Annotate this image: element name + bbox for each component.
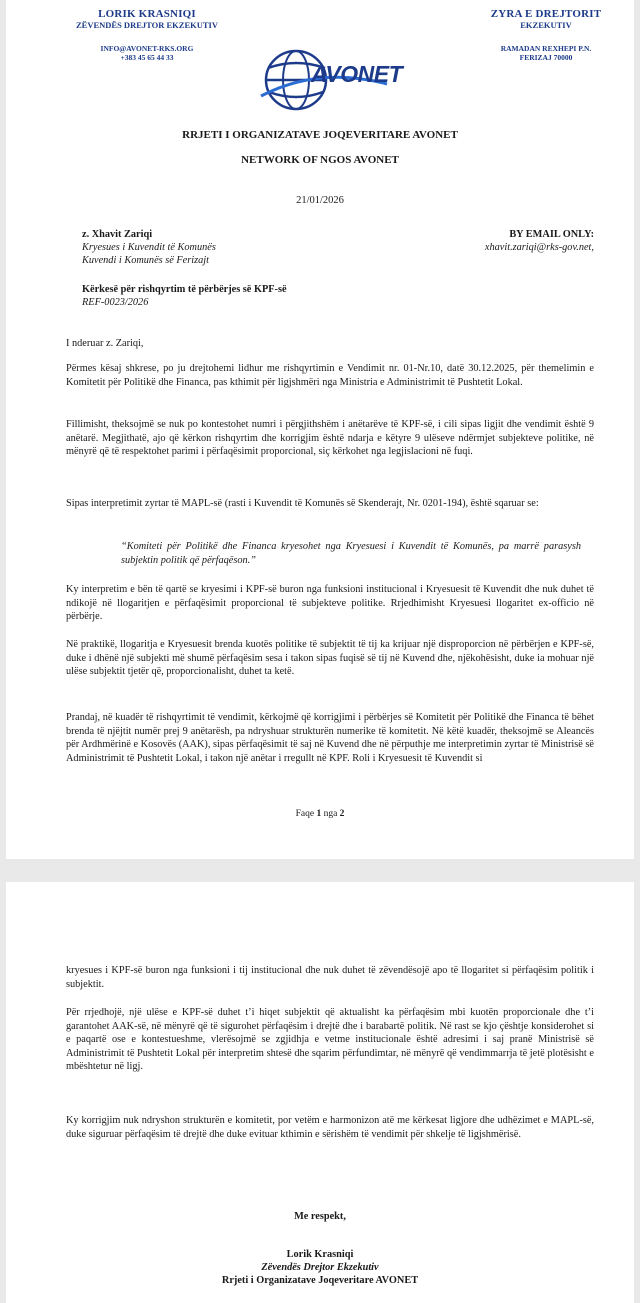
header-right-block	[466, 8, 626, 62]
recipient-line1: Kryesues i Kuvendit të Komunës	[82, 242, 216, 253]
logo-text: AVONET	[311, 61, 403, 87]
paragraph: Në praktikë, llogaritja e Kryesuesit brenda kuotës politike të subjektit të tij ka krijuar një disproporcion në përbërjen e KPF-së, duke i dhënë një subjekti më shumë përfaqësim sesa i takon sipas fuqisë së tij në Kuvend dhe, njëkohësisht, duke ia mohuar një ulëse subjektit tjetër që, proporcionalisht, duhet ta ketë.	[66, 639, 594, 678]
header-left-block	[72, 8, 222, 62]
salutation: I nderuar z. Zariqi,	[66, 338, 144, 349]
sender-phone: +383 45 65 44 33	[120, 53, 174, 62]
letter-page-2	[6, 882, 634, 1303]
org-title-albanian: RRJETI I ORGANIZATAVE JOQEVERITARE AVONET	[182, 129, 458, 141]
office-address-line2: FERIZAJ 70000	[519, 53, 573, 62]
letter-page-1	[6, 0, 634, 859]
office-title: EKZEKUTIV	[520, 20, 572, 30]
closing: Me respekt,	[294, 1211, 346, 1222]
subject-line: Kërkesë për rishqyrtim të përbërjes së KPF-së	[82, 284, 287, 295]
reference-number: REF-0023/2026	[82, 297, 149, 308]
paragraph: Ky interpretim e bën të qartë se kryesimi i KPF-së buron nga funksioni institucional i Kryesuesit të Kuvendit dhe nuk duhet të ndikojë në llogaritjen e përfaqësimit proporcional të subjekteve politike. Rrjedhimisht Kryesuesi llogaritet ex-officio në përbërje.	[66, 584, 594, 623]
recipient-block	[82, 228, 216, 267]
quote-block: “Komiteti për Politikë dhe Financa kryesohet nga Kryesuesi i Kuvendit të Komunës, pa marrë parasysh subjektin politik që përfaqëson.”	[121, 541, 581, 566]
org-title-english: NETWORK OF NGOS AVONET	[241, 154, 399, 166]
footer-total: 2	[339, 809, 345, 819]
sender-name: LORIK KRASNIQI	[98, 8, 196, 20]
avonet-logo	[259, 44, 409, 114]
paragraph: Fillimisht, theksojmë se nuk po kontestohet numri i përgjithshëm i anëtarëve të KPF-së, i cili sipas ligjit dhe vendimit është 9 anëtarë. Megjithatë, ajo që kërkon rishqyrtim dhe korrigjim është ndarja e këtyre 9 ulëseve ndërmjet subjekteve politike, në mënyrë që të respektohet parimi i përfaqësimit proporcional, siç kërkohet nga legjislacioni në fuqi.	[66, 419, 594, 458]
footer-page: 1	[316, 809, 322, 819]
signature-name: Lorik Krasniqi	[286, 1249, 354, 1260]
paragraph: Përmes kësaj shkrese, po ju drejtohemi lidhur me rishqyrtimin e Vendimit nr. 01-Nr.10, datë 30.12.2025, për themelimin e Komitetit për Politikë dhe Financa, pas kthimit për ligjshmëri nga Ministria e Administrimit të Pushtetit Lokal.	[66, 363, 594, 388]
signature-org: Rrjeti i Organizatave Joqeveritare AVONET	[221, 1275, 419, 1286]
paragraph: Për rrjedhojë, një ulëse e KPF-së duhet t’i hiqet subjektit që aktualisht ka përfaqësim mbi kuotën proporcionale dhe t’i garantohet AAK-së, në mënyrë që të sigurohet përfaqësim i drejtë dhe i barabartë politik. Në rast se kjo çështje konsiderohet si e paqartë ose e kontestueshme, vlerësojmë se zgjidhja e vetme institucionale është adresimi i saj pranë Ministrisë së Administrimit të Pushtetit Lokal për interpretim shtesë dhe sqarim përfundimtar, në mënyrë që vendimmarrja të jetë plotësisht e mbështetur në ligj.	[66, 1007, 594, 1073]
delivery-block	[406, 228, 594, 254]
office-address-line1: RAMADAN REXHEPI P.N.	[500, 44, 592, 53]
subject-block	[82, 283, 287, 309]
sender-title: ZËVENDËS DREJTOR EKZEKUTIV	[75, 20, 219, 30]
letter-date: 21/01/2026	[296, 195, 344, 206]
sender-email[interactable]: INFO@AVONET-RKS.ORG	[100, 44, 194, 53]
recipient-name: z. Xhavit Zariqi	[82, 229, 153, 240]
paragraph: kryesues i KPF-së buron nga funksioni i tij institucional dhe nuk duhet të zëvendësojë apo të llogaritet si përfaqësim politik i subjektit.	[66, 965, 594, 990]
recipient-line2: Kuvendi i Komunës së Ferizajt	[82, 255, 209, 266]
paragraph: Prandaj, në kuadër të rishqyrtimit të vendimit, kërkojmë që korrigjimi i përbërjes së Komitetit për Politikë dhe Financa të bëhet brenda të njëjtit numër prej 9 anëtarësh, pa ndryshuar strukturën numerike të komitetit. Në këtë kuadër, theksojmë se Aleancës për Ardhmërinë e Kosovës (AAK), sipas përfaqësimit të saj në Kuvend dhe në përputhje me interpretimin zyrtar të Ministrisë së Administrimit të Pushtetit Lokal, i takon një anëtar i rregullt në KPF. Roli i Kryesuesit të Kuvendit si	[66, 712, 594, 764]
office-name: ZYRA E DREJTORIT	[490, 8, 602, 20]
paragraph: Ky korrigjim nuk ndryshon strukturën e komitetit, por vetëm e harmonizon atë me kërkesat ligjore dhe udhëzimet e MAPL-së, duke siguruar përfaqësim të drejtë dhe duke evituar kthimin e sërishëm të vendimit për shkelje të ligjshmërisë.	[66, 1115, 594, 1140]
recipient-email[interactable]: xhavit.zariqi@rks-gov.net,	[484, 242, 594, 253]
paragraph: Sipas interpretimit zyrtar të MAPL-së (rasti i Kuvendit të Komunës së Skenderajt, Nr. 0201-194), është sqaruar se:	[66, 498, 539, 509]
delivery-label: BY EMAIL ONLY:	[509, 229, 594, 240]
footer-of: nga	[323, 809, 338, 819]
signature-title: Zëvendës Drejtor Ekzekutiv	[261, 1262, 379, 1273]
page-footer	[6, 809, 634, 819]
signature-block	[6, 1248, 634, 1287]
footer-label: Faqe	[295, 809, 315, 819]
